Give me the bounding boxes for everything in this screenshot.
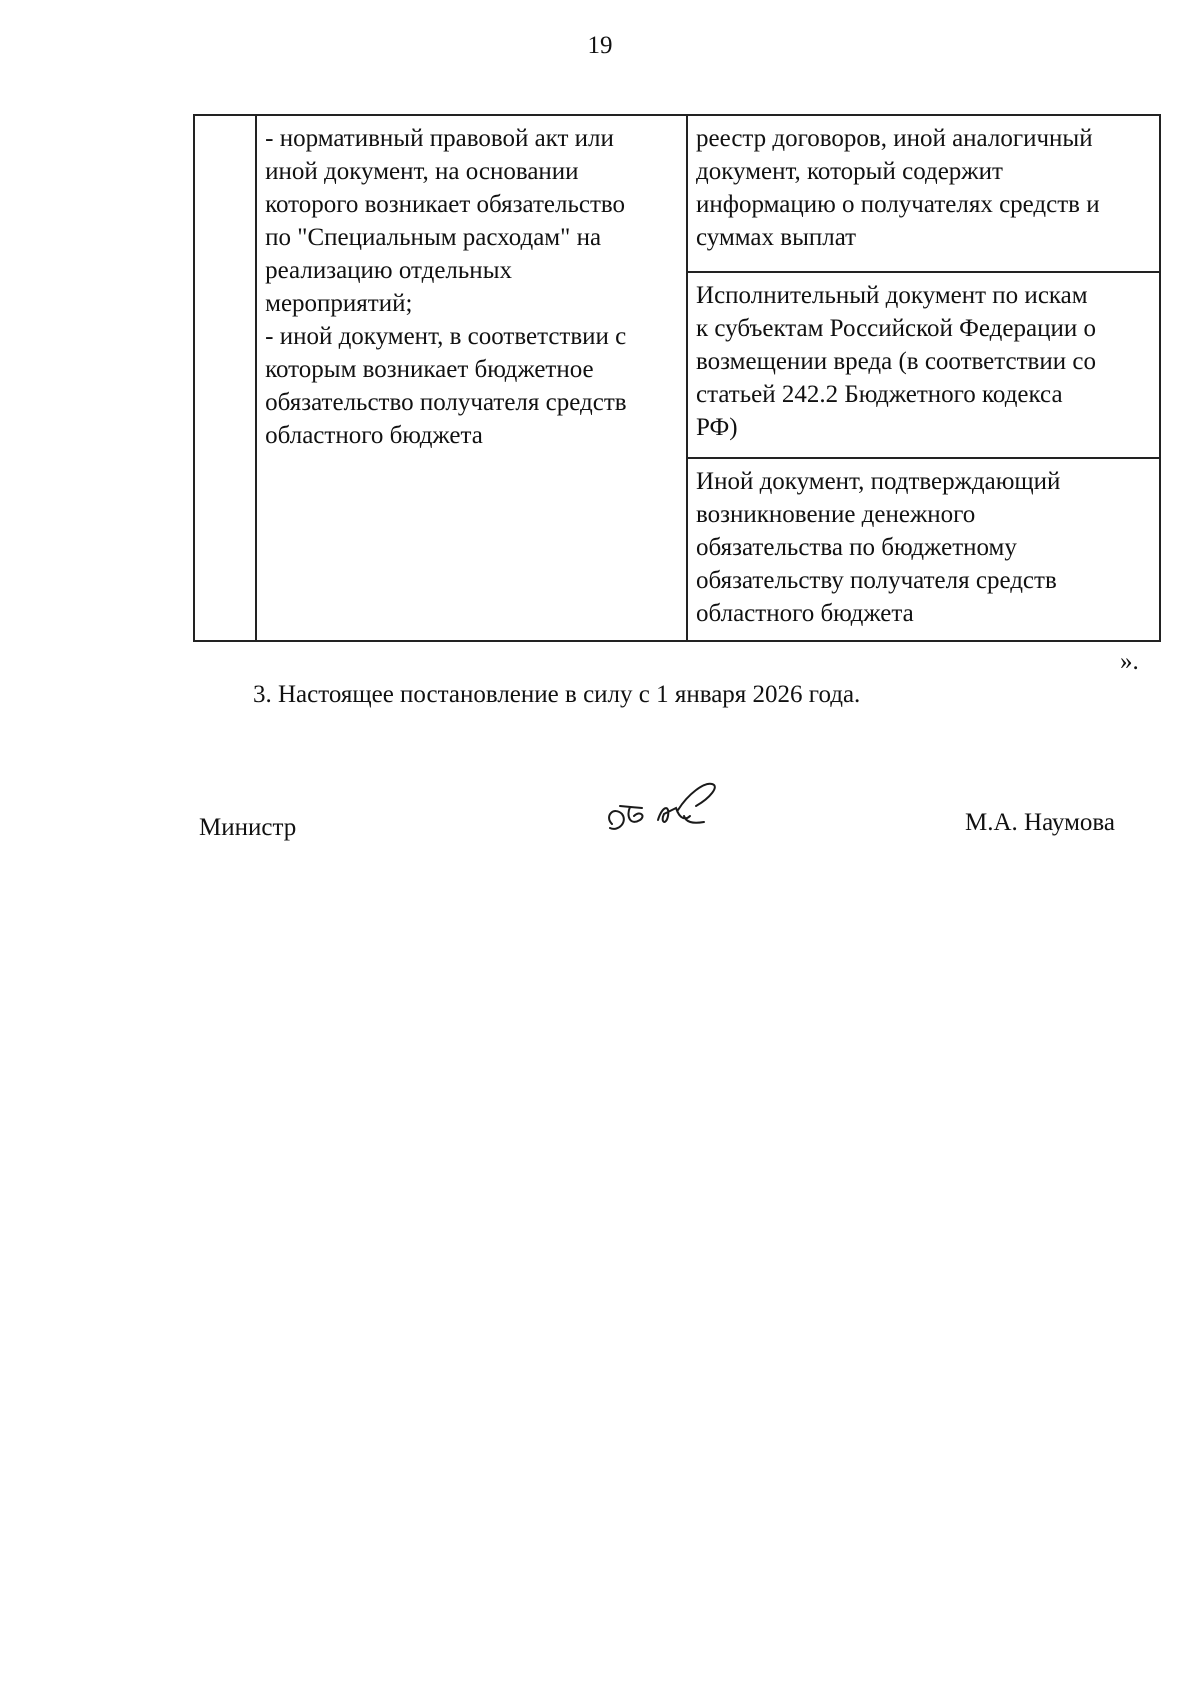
document-line: суммах выплат: [696, 224, 857, 251]
documents-table: [193, 114, 1161, 642]
document-line: статьей 242.2 Бюджетного кодекса: [696, 381, 1063, 408]
basis-line: реализацию отдельных: [265, 257, 512, 284]
basis-line: которым возникает бюджетное: [265, 356, 594, 383]
page-number: 19: [587, 32, 613, 59]
document-line: возникновение денежного: [696, 501, 976, 528]
basis-line: иной документ, на основании: [265, 158, 579, 185]
basis-line: - иной документ, в соответствии с: [265, 323, 627, 350]
document-cell-executive-document: [687, 272, 1160, 458]
document-line: к субъектам Российской Федерации о: [696, 315, 1096, 342]
closing-quote: ».: [1120, 648, 1139, 675]
basis-cell: [256, 115, 687, 641]
document-line: обязательства по бюджетному: [696, 534, 1017, 561]
handwritten-signature: [600, 776, 730, 846]
row-number-cell: [194, 115, 256, 641]
document-line: реестр договоров, иной аналогичный: [696, 125, 1093, 152]
document-line: документ, который содержит: [696, 158, 1003, 185]
signer-name: М.А. Наумова: [965, 809, 1115, 836]
document-line: информацию о получателях средств и: [696, 191, 1100, 218]
basis-line: - нормативный правовой акт или: [265, 125, 614, 152]
document-line: обязательству получателя средств: [696, 567, 1057, 594]
basis-line: областного бюджета: [265, 422, 483, 449]
basis-line: мероприятий;: [265, 290, 413, 317]
document-line: РФ): [696, 414, 738, 441]
document-line: Иной документ, подтверждающий: [696, 468, 1061, 495]
document-line: Исполнительный документ по искам: [696, 282, 1088, 309]
position-title: Министр: [199, 814, 297, 841]
basis-line: по "Специальным расходам" на: [265, 224, 602, 251]
document-cell-contracts-register: [687, 115, 1160, 272]
document-line: областного бюджета: [696, 600, 914, 627]
document-line: возмещении вреда (в соответствии со: [696, 348, 1096, 375]
table-row: [194, 115, 1160, 272]
paragraph-3: 3. Настоящее постановление в силу с 1 января 2026 года.: [253, 681, 861, 708]
basis-line: обязательство получателя средств: [265, 389, 627, 416]
document-cell-other-document: [687, 458, 1160, 641]
basis-line: которого возникает обязательство: [265, 191, 626, 218]
